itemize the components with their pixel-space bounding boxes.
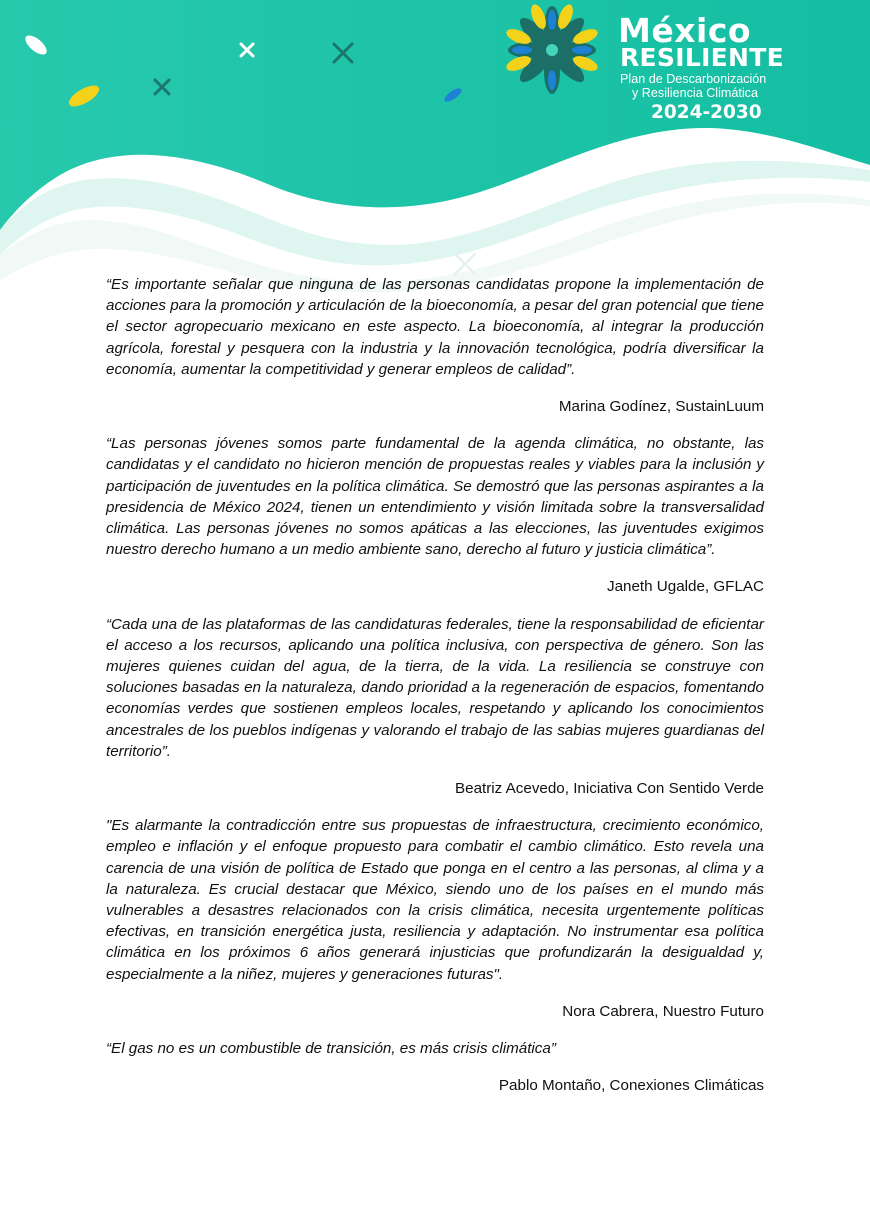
logo-title-resiliente: RESILIENTE bbox=[620, 43, 784, 72]
testimonial-author: Beatriz Acevedo, Iniciativa Con Sentido Verde bbox=[455, 780, 764, 798]
testimonial-quote: “Las personas jóvenes somos parte fundamental de la agenda climática, no obstante, las candidatas y el candidato no hicieron mención de propuestas reales y viables para la inclusión y participación de juventudes en la política climática. Se demostró que las personas aspirantes a la presidencia de México 2024, tienen un entendimiento y visión limitada sobre la transversalidad climática. Las personas jóvenes no somos apáticas a las elecciones, las juventudes exigimos nuestro derecho humano a un medio ambiente sano, derecho al futuro y justicia climática”. bbox=[106, 435, 764, 559]
testimonial-quote: “Cada una de las plataformas de las candidaturas federales, tiene la responsabilidad de eficientar el acceso a los recursos, aplicando una política inclusiva, con perspectiva de género. Son las mujeres quienes cuidan del agua, de la tierra, de la vida. La resiliencia se construye con soluciones basadas en la naturaleza, dando prioridad a la regeneración de espacios, fomentando economías verdes que sostienen empleos locales, respetando y aplicando los conocimientos ancestrales de los pueblos indígenas y valorando el trabajo de las sabias mujeres guardianas del territorio”. bbox=[106, 615, 764, 760]
testimonial-quote: “Es importante señalar que ninguna de las personas candidatas propone la implementación de acciones para la promoción y articulación de la bioeconomía, a pesar del gran potencial que tiene el sector agropecuario mexicano en este aspecto. La bioeconomía, al integrar la producción agrícola, forestal y pesquera con la industria y la innovación tecnológica, podría diversificar la economía, aumentar la competitividad y generar empleos de calidad”. bbox=[106, 276, 764, 378]
testimonial-author: Marina Godínez, SustainLuum bbox=[558, 398, 764, 416]
logo-subtitle-line2: y Resiliencia Climática bbox=[632, 86, 758, 100]
testimonial-quote: “El gas no es un combustible de transición, es más crisis climática” bbox=[106, 1040, 556, 1058]
testimonial-author: Nora Cabrera, Nuestro Futuro bbox=[562, 1002, 764, 1020]
testimonials bbox=[106, 274, 764, 1113]
testimonial-author: Pablo Montaño, Conexiones Climáticas bbox=[498, 1077, 764, 1095]
logo-title-mexico: México bbox=[618, 11, 752, 50]
testimonial-quote: "Es alarmante la contradicción entre sus propuestas de infraestructura, crecimiento económico, empleo e inflación y el enfoque propuesto para combatir el cambio climático. Esto revela una carencia de una visión de política de Estado que ponga en el centro a las personas, al clima y a la naturaleza. Es crucial destacar que México, siendo uno de los países en el mundo más vulnerables a desastres relacionados con la crisis climática, necesita urgentemente políticas efectivas, en transición energética justa, resiliencia y adaptación. No instrumentar esa política climática en los próximos 6 años generará injusticias que profundizarán la desigualdad y, especialmente a la niñez, mujeres y generaciones futuras". bbox=[106, 817, 764, 983]
logo-subtitle-line1: Plan de Descarbonización bbox=[620, 72, 767, 86]
testimonial-author: Janeth Ugalde, GFLAC bbox=[606, 578, 764, 596]
logo-years: 2024-2030 bbox=[651, 102, 762, 123]
